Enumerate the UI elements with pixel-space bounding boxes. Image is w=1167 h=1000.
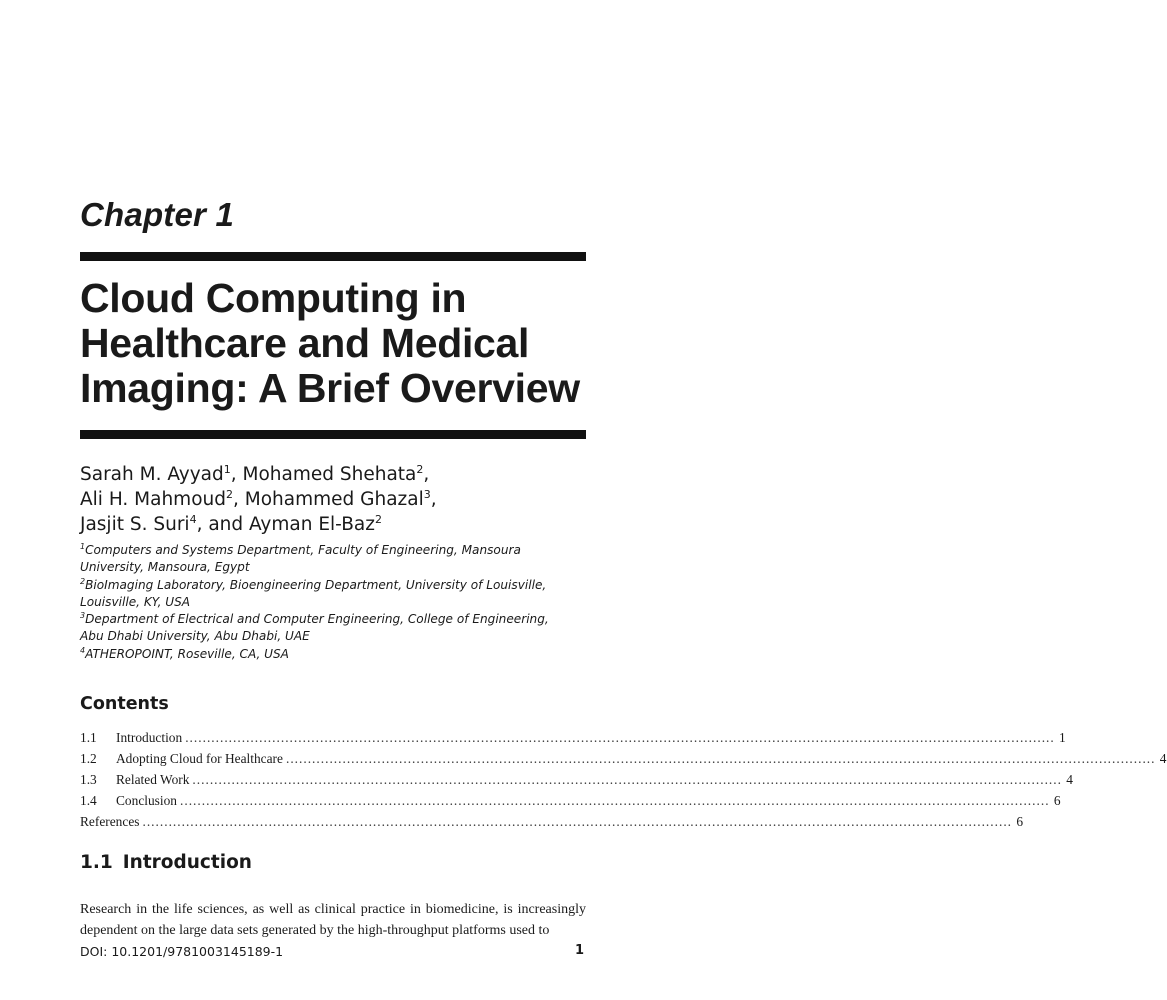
section-heading [80,852,252,873]
toc-entry-page: 6 [1053,793,1061,808]
toc-entry-title: Adopting Cloud for Healthcare [116,751,283,766]
toc-entry-title: References [80,814,140,829]
author-affiliation-marker: 2 [374,513,382,526]
table-of-contents [80,727,1167,832]
affiliation-marker: 2 [80,576,86,586]
author-name: Mohamed Shehata [242,464,417,485]
author-name: Mohammed Ghazal [244,489,424,510]
affiliation-marker: 1 [80,542,86,551]
author-name: Ayman El-Baz [249,514,375,535]
toc-entry-number: 1.1 [80,730,97,745]
affiliation-list [80,542,580,663]
author-list [80,462,580,537]
author-separator: , [423,464,430,485]
toc-entry[interactable] [80,769,1073,790]
section-number: 1.1 [80,852,113,873]
author-name: Ali H. Mahmoud [80,489,226,510]
title-bottom-rule [80,430,586,439]
affiliation-text: Abu Dhabi University, Abu Dhabi, UAE [80,629,310,644]
toc-entry-number: 1.4 [80,793,97,808]
affiliation-item [80,646,580,663]
affiliation-marker: 4 [80,645,86,655]
chapter-title-line: Imaging: A Brief Overview [80,365,580,411]
section-body-text: Research in the life sciences, as well as clinical practice in biomedicine, is increasingly dependent on the large data sets generated by the high-throughput platforms used to [80,902,586,938]
toc-entry-page: 1 [1059,730,1066,745]
author-name: Sarah M. Ayyad [80,464,224,485]
footer-page-number: 1 [575,943,585,958]
affiliation-marker: 3 [80,611,86,621]
affiliation-item [80,577,580,612]
toc-entry-page: 4 [1066,772,1073,787]
affiliation-text: Computers and Systems Department, Faculty of Engineering, Mansoura [85,543,521,557]
author-line [80,462,580,487]
chapter-title-line: Cloud Computing in [80,275,467,321]
toc-leader-dots: ........................................................................................................................................................................................................ [192,772,1062,787]
author-separator: , [430,489,437,510]
contents-heading: Contents [80,694,169,714]
toc-leader-dots: ........................................................................................................................................................................................................ [285,751,1156,766]
toc-entry-title: Conclusion [116,793,178,808]
toc-entry-title: Related Work [116,772,190,787]
toc-leader-dots: ........................................................................................................................................................................................................ [142,814,1013,829]
section-title: Introduction [122,852,252,873]
affiliation-text: BioImaging Laboratory, Bioengineering Department, University of Louisville, [85,577,547,592]
author-line [80,512,580,537]
author-affiliation-marker: 2 [416,463,424,476]
toc-entry-title: Introduction [116,730,183,745]
toc-leader-dots: ........................................................................................................................................................................................................ [185,730,1055,745]
author-affiliation-marker: 2 [226,488,233,501]
author-affiliation-marker: 3 [423,488,431,501]
author-separator: , [230,464,243,485]
toc-entry-page: 4 [1159,751,1167,766]
toc-entry[interactable] [80,811,1024,832]
title-top-rule [80,252,586,261]
affiliation-text: ATHEROPOINT, Roseville, CA, USA [85,646,289,661]
author-separator: , and [196,514,250,535]
toc-entry-number: 1.3 [80,772,97,787]
chapter-label: Chapter 1 [80,196,235,233]
author-separator: , [233,489,245,510]
author-affiliation-marker: 1 [223,463,231,476]
chapter-title [80,276,600,411]
toc-leader-dots: ........................................................................................................................................................................................................ [180,793,1050,808]
affiliation-item [80,611,580,646]
chapter-title-line: Healthcare and Medical [80,320,530,366]
toc-entry[interactable] [80,790,1061,811]
toc-entry-number: 1.2 [80,751,97,766]
toc-entry-page: 6 [1016,814,1024,829]
toc-entry[interactable] [80,748,1167,769]
affiliation-text: Department of Electrical and Computer Engineering, College of Engineering, [85,612,549,627]
footer-doi: DOI: 10.1201/9781003145189-1 [80,944,284,959]
author-name: Jasjit S. Suri [80,514,190,535]
author-affiliation-marker: 4 [189,513,197,526]
author-line [80,487,580,512]
affiliation-text: University, Mansoura, Egypt [80,560,250,575]
affiliation-item [80,542,580,577]
affiliation-text: Louisville, KY, USA [80,594,191,609]
toc-entry[interactable] [80,727,1066,748]
